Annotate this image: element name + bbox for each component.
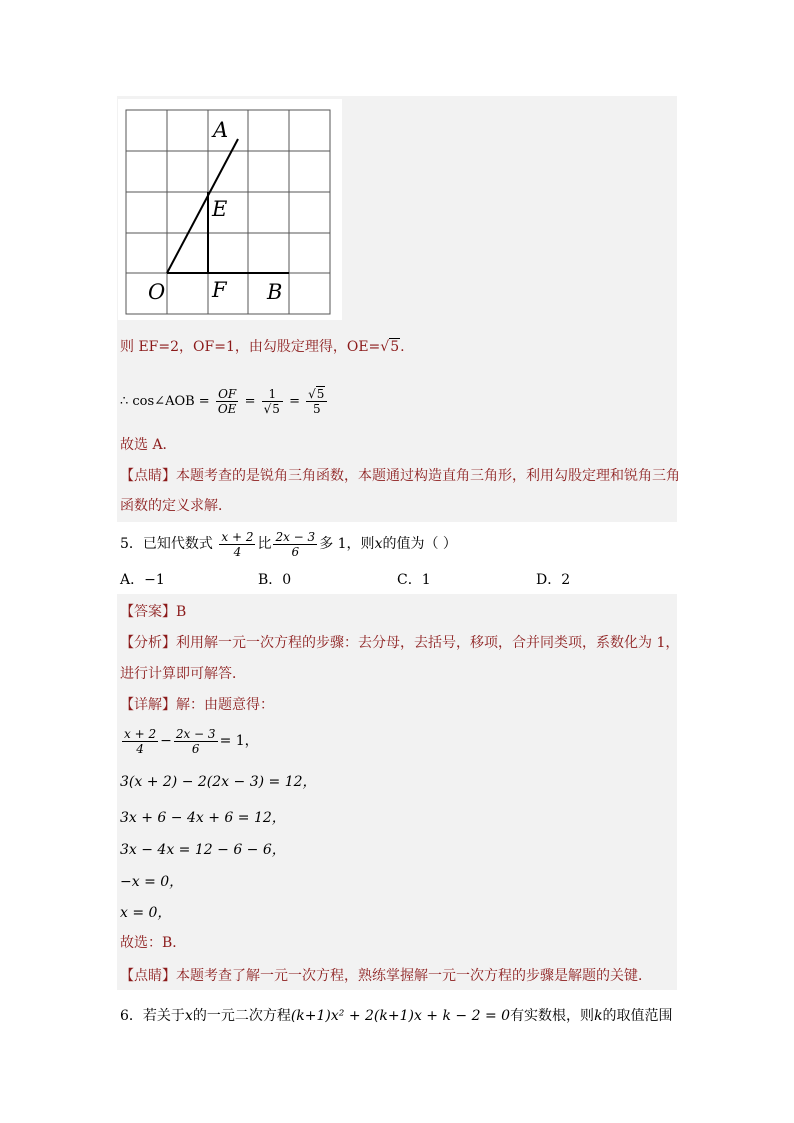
q5-analysis-line1 — [120, 634, 679, 652]
q5-option-b: B．0 — [258, 572, 292, 588]
q4-comment-line1 — [120, 467, 680, 485]
label-E: E — [212, 197, 228, 221]
frac-num: x + 2 — [124, 726, 157, 741]
step1-frac1 — [122, 727, 158, 756]
q5-stem-frac1 — [219, 530, 255, 559]
segment-OA — [167, 139, 238, 273]
analysis-text: 利用解一元一次方程的步骤：去分母，去括号，移项，合并同类项，系数化为 1， — [176, 635, 680, 651]
comment-text: 本题考查的是锐角三角函数，本题通过构造直角三角形，利用勾股定理和锐角三角 — [176, 468, 680, 484]
q5-stem-mid: 比 — [257, 536, 272, 552]
q5-step6: x = 0， — [120, 905, 172, 921]
frac-num: OF — [216, 387, 239, 402]
step1-frac2 — [174, 727, 218, 756]
frac-num: 1 — [262, 387, 283, 402]
q6-prefix: 6．若关于 — [120, 1008, 185, 1024]
frac-num: 2x − 3 — [175, 726, 216, 741]
step1-rhs: = 1， — [219, 733, 259, 749]
q4-answer: 故选 A． — [120, 437, 177, 453]
q5-analysis-line2: 进行计算即可解答． — [120, 666, 246, 682]
q5-detail-intro — [120, 696, 274, 714]
frac-den: 6 — [291, 544, 300, 559]
frac-den: 4 — [233, 544, 242, 559]
q6-mid1: 的一元二次方程 — [192, 1008, 291, 1024]
detail-intro-text: 解：由题意得： — [176, 697, 274, 713]
q5-option-d: D．2 — [536, 572, 571, 588]
q4-oe-radicand: 5 — [390, 339, 400, 355]
comment-tag: 【点睛】 — [120, 968, 176, 984]
q5-stem — [120, 525, 457, 563]
q5-step4: 3x − 4x = 12 − 6 − 6， — [120, 842, 286, 858]
comment-tag: 【点睛】 — [120, 468, 176, 484]
q5-option-a: A．−1 — [120, 572, 165, 588]
q5-comment — [120, 967, 652, 985]
q5-step3: 3x + 6 − 4x + 6 = 12， — [120, 810, 286, 826]
q4-comment-line2: 函数的定义求解． — [120, 498, 232, 514]
q5-stem-suffix-a: 多 1，则 — [319, 536, 375, 552]
q6-stem — [120, 1007, 673, 1025]
q6-suffix: 的取值范围 — [602, 1008, 673, 1024]
label-O: O — [148, 280, 166, 304]
q5-stem-frac2 — [273, 530, 317, 559]
label-A: A — [213, 118, 229, 142]
frac-den: 4 — [136, 741, 144, 756]
q6-mid2: 有实数根，则 — [510, 1008, 595, 1024]
q5-stem-prefix: 5．已知代数式 — [120, 536, 213, 552]
q4-cos-frac-of-oe — [216, 387, 239, 416]
equals-sign: = — [289, 394, 300, 409]
q5-step2: 3(x + 2) − 2(2x − 3) = 12， — [120, 774, 317, 790]
comment-text: 本题考查了解一元一次方程，熟练掌握解一元一次方程的步骤是解题的关键． — [176, 968, 652, 984]
q4-cos-line — [120, 382, 329, 422]
grid-diagram — [118, 99, 342, 320]
q4-cos-frac-sqrt5-5 — [306, 387, 327, 416]
q6-var-x: x — [184, 1008, 193, 1024]
detail-tag: 【详解】 — [120, 697, 176, 713]
answer-tag: 【答案】 — [120, 604, 176, 620]
q5-option-c: C．1 — [397, 572, 431, 588]
minus-sign: − — [160, 733, 172, 749]
equals-sign: = — [244, 394, 256, 409]
q5-step5: −x = 0， — [120, 874, 184, 890]
q5-conclusion: 故选：B． — [120, 935, 187, 951]
answer-value: B — [176, 604, 187, 620]
frac-num: x + 2 — [221, 529, 254, 544]
q4-cos-prefix: ∴ cos∠AOB = — [120, 394, 210, 409]
q5-answer — [120, 603, 186, 621]
sqrt-symbol: √ — [380, 339, 390, 355]
frac-den: √5 — [263, 402, 280, 416]
radicand: 5 — [316, 387, 325, 401]
frac-den: 5 — [312, 402, 321, 416]
analysis-tag: 【分析】 — [120, 635, 176, 651]
q5-step1 — [120, 722, 259, 760]
q5-stem-suffix-b: 的值为（ ） — [382, 536, 457, 552]
q5-stem-var: x — [374, 536, 383, 552]
frac-den: OE — [217, 402, 237, 416]
grid-figure — [118, 99, 342, 320]
q6-equation: (k+1)x² + 2(k+1)x + k − 2 = 0 — [290, 1008, 511, 1024]
q4-oe-period: . — [400, 339, 405, 355]
q4-cos-frac-1-sqrt5 — [262, 387, 283, 416]
q4-oe-line — [120, 338, 405, 356]
q4-oe-text: 则 EF=2，OF=1，由勾股定理得，OE= — [120, 339, 381, 355]
frac-num: 2x − 3 — [275, 529, 316, 544]
label-F: F — [212, 278, 227, 302]
frac-den: 6 — [191, 741, 200, 756]
label-B: B — [267, 280, 283, 304]
radicand: 5 — [272, 402, 280, 416]
answer-shade-q5 — [117, 594, 680, 990]
q6-var-k: k — [594, 1008, 603, 1024]
frac-num: √5 — [306, 387, 327, 402]
